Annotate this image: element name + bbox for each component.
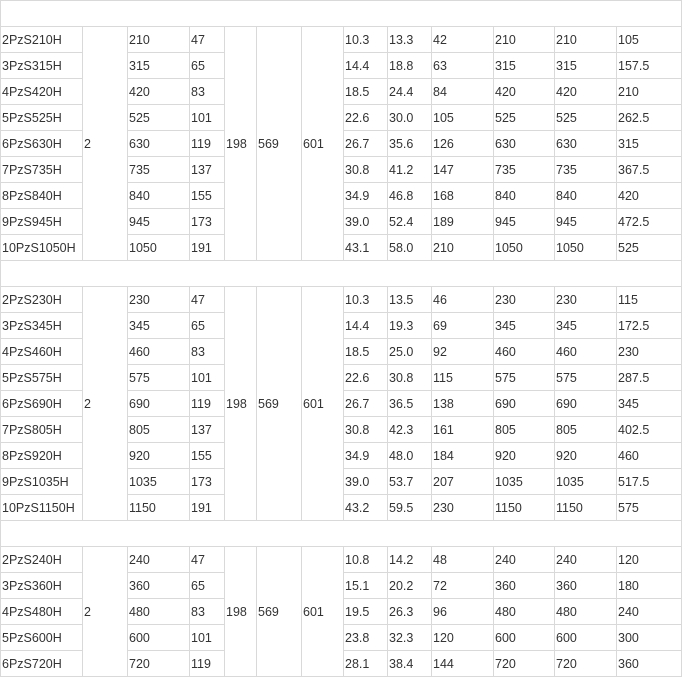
- value-cell: 35.6: [388, 131, 432, 157]
- value-cell: 575: [555, 365, 617, 391]
- value-cell: 69: [432, 313, 494, 339]
- value-cell: 138: [432, 391, 494, 417]
- model-cell: 7PzS735H: [1, 157, 83, 183]
- value-cell: 1035: [494, 469, 555, 495]
- weight-cell: 65: [190, 53, 225, 79]
- weight-cell: 83: [190, 339, 225, 365]
- value-cell: 230: [494, 287, 555, 313]
- value-cell: 19.5: [344, 599, 388, 625]
- value-cell: 39.0: [344, 469, 388, 495]
- value-cell: 420: [555, 79, 617, 105]
- model-cell: 3PzS315H: [1, 53, 83, 79]
- value-cell: 22.6: [344, 365, 388, 391]
- value-cell: 41.2: [388, 157, 432, 183]
- value-cell: 24.4: [388, 79, 432, 105]
- value-cell: 472.5: [617, 209, 682, 235]
- capacity-cell: 230: [128, 287, 190, 313]
- cell-count-cell: 2: [83, 547, 128, 677]
- value-cell: 144: [432, 651, 494, 677]
- value-cell: 10.3: [344, 287, 388, 313]
- model-cell: 4PzS420H: [1, 79, 83, 105]
- model-cell: 5PzS525H: [1, 105, 83, 131]
- value-cell: 46.8: [388, 183, 432, 209]
- value-cell: 18.5: [344, 79, 388, 105]
- weight-cell: 137: [190, 157, 225, 183]
- value-cell: 13.5: [388, 287, 432, 313]
- height-cell: 601: [302, 547, 344, 677]
- value-cell: 184: [432, 443, 494, 469]
- value-cell: 720: [494, 651, 555, 677]
- value-cell: 30.8: [388, 365, 432, 391]
- separator-cell: [1, 1, 682, 27]
- value-cell: 14.4: [344, 53, 388, 79]
- value-cell: 525: [555, 105, 617, 131]
- value-cell: 360: [617, 651, 682, 677]
- value-cell: 126: [432, 131, 494, 157]
- weight-cell: 101: [190, 625, 225, 651]
- weight-cell: 101: [190, 105, 225, 131]
- weight-cell: 119: [190, 391, 225, 417]
- value-cell: 10.3: [344, 27, 388, 53]
- value-cell: 345: [555, 313, 617, 339]
- value-cell: 690: [494, 391, 555, 417]
- model-cell: 5PzS575H: [1, 365, 83, 391]
- value-cell: 147: [432, 157, 494, 183]
- model-cell: 10PzS1050H: [1, 235, 83, 261]
- value-cell: 14.4: [344, 313, 388, 339]
- value-cell: 46: [432, 287, 494, 313]
- value-cell: 52.4: [388, 209, 432, 235]
- weight-cell: 47: [190, 547, 225, 573]
- value-cell: 600: [494, 625, 555, 651]
- capacity-cell: 210: [128, 27, 190, 53]
- value-cell: 13.3: [388, 27, 432, 53]
- weight-cell: 137: [190, 417, 225, 443]
- value-cell: 180: [617, 573, 682, 599]
- value-cell: 189: [432, 209, 494, 235]
- capacity-cell: 360: [128, 573, 190, 599]
- value-cell: 367.5: [617, 157, 682, 183]
- weight-cell: 119: [190, 131, 225, 157]
- model-cell: 9PzS945H: [1, 209, 83, 235]
- value-cell: 34.9: [344, 183, 388, 209]
- value-cell: 600: [555, 625, 617, 651]
- value-cell: 1050: [494, 235, 555, 261]
- value-cell: 945: [494, 209, 555, 235]
- value-cell: 105: [617, 27, 682, 53]
- value-cell: 210: [617, 79, 682, 105]
- model-cell: 5PzS600H: [1, 625, 83, 651]
- value-cell: 168: [432, 183, 494, 209]
- model-cell: 2PzS230H: [1, 287, 83, 313]
- value-cell: 42: [432, 27, 494, 53]
- value-cell: 517.5: [617, 469, 682, 495]
- value-cell: 575: [494, 365, 555, 391]
- value-cell: 34.9: [344, 443, 388, 469]
- weight-cell: 173: [190, 469, 225, 495]
- value-cell: 240: [494, 547, 555, 573]
- value-cell: 59.5: [388, 495, 432, 521]
- value-cell: 210: [432, 235, 494, 261]
- value-cell: 1150: [555, 495, 617, 521]
- value-cell: 230: [555, 287, 617, 313]
- value-cell: 26.7: [344, 391, 388, 417]
- model-cell: 8PzS920H: [1, 443, 83, 469]
- value-cell: 460: [555, 339, 617, 365]
- model-cell: 3PzS360H: [1, 573, 83, 599]
- value-cell: 690: [555, 391, 617, 417]
- value-cell: 48: [432, 547, 494, 573]
- cell-count-cell: 2: [83, 27, 128, 261]
- value-cell: 72: [432, 573, 494, 599]
- weight-cell: 83: [190, 599, 225, 625]
- weight-cell: 47: [190, 287, 225, 313]
- value-cell: 240: [555, 547, 617, 573]
- capacity-cell: 1050: [128, 235, 190, 261]
- model-cell: 10PzS1150H: [1, 495, 83, 521]
- value-cell: 805: [494, 417, 555, 443]
- table-body: [1, 1, 682, 677]
- capacity-cell: 720: [128, 651, 190, 677]
- group-separator-row: [1, 1, 682, 27]
- group-separator-row: [1, 521, 682, 547]
- capacity-cell: 315: [128, 53, 190, 79]
- value-cell: 63: [432, 53, 494, 79]
- value-cell: 120: [432, 625, 494, 651]
- value-cell: 14.2: [388, 547, 432, 573]
- model-cell: 6PzS630H: [1, 131, 83, 157]
- value-cell: 25.0: [388, 339, 432, 365]
- capacity-cell: 240: [128, 547, 190, 573]
- value-cell: 43.1: [344, 235, 388, 261]
- value-cell: 240: [617, 599, 682, 625]
- capacity-cell: 525: [128, 105, 190, 131]
- value-cell: 735: [494, 157, 555, 183]
- length-cell: 198: [225, 547, 257, 677]
- weight-cell: 155: [190, 183, 225, 209]
- table-row: [1, 27, 682, 53]
- value-cell: 525: [494, 105, 555, 131]
- weight-cell: 173: [190, 209, 225, 235]
- value-cell: 210: [494, 27, 555, 53]
- model-cell: 4PzS480H: [1, 599, 83, 625]
- capacity-cell: 600: [128, 625, 190, 651]
- value-cell: 157.5: [617, 53, 682, 79]
- model-cell: 8PzS840H: [1, 183, 83, 209]
- width-cell: 569: [257, 287, 302, 521]
- value-cell: 402.5: [617, 417, 682, 443]
- value-cell: 115: [432, 365, 494, 391]
- capacity-cell: 630: [128, 131, 190, 157]
- value-cell: 42.3: [388, 417, 432, 443]
- value-cell: 1050: [555, 235, 617, 261]
- value-cell: 26.3: [388, 599, 432, 625]
- capacity-cell: 1035: [128, 469, 190, 495]
- value-cell: 230: [617, 339, 682, 365]
- value-cell: 120: [617, 547, 682, 573]
- value-cell: 360: [494, 573, 555, 599]
- capacity-cell: 690: [128, 391, 190, 417]
- capacity-cell: 480: [128, 599, 190, 625]
- value-cell: 920: [494, 443, 555, 469]
- value-cell: 39.0: [344, 209, 388, 235]
- value-cell: 420: [617, 183, 682, 209]
- value-cell: 262.5: [617, 105, 682, 131]
- separator-cell: [1, 261, 682, 287]
- value-cell: 210: [555, 27, 617, 53]
- value-cell: 480: [494, 599, 555, 625]
- value-cell: 230: [432, 495, 494, 521]
- value-cell: 345: [617, 391, 682, 417]
- value-cell: 38.4: [388, 651, 432, 677]
- value-cell: 22.6: [344, 105, 388, 131]
- value-cell: 920: [555, 443, 617, 469]
- capacity-cell: 920: [128, 443, 190, 469]
- capacity-cell: 460: [128, 339, 190, 365]
- capacity-cell: 840: [128, 183, 190, 209]
- model-cell: 7PzS805H: [1, 417, 83, 443]
- value-cell: 30.8: [344, 417, 388, 443]
- model-cell: 2PzS210H: [1, 27, 83, 53]
- weight-cell: 83: [190, 79, 225, 105]
- value-cell: 10.8: [344, 547, 388, 573]
- width-cell: 569: [257, 27, 302, 261]
- value-cell: 23.8: [344, 625, 388, 651]
- value-cell: 805: [555, 417, 617, 443]
- separator-cell: [1, 521, 682, 547]
- model-cell: 3PzS345H: [1, 313, 83, 339]
- weight-cell: 101: [190, 365, 225, 391]
- value-cell: 480: [555, 599, 617, 625]
- value-cell: 207: [432, 469, 494, 495]
- value-cell: 630: [494, 131, 555, 157]
- value-cell: 360: [555, 573, 617, 599]
- value-cell: 300: [617, 625, 682, 651]
- group-separator-row: [1, 261, 682, 287]
- value-cell: 840: [555, 183, 617, 209]
- value-cell: 345: [494, 313, 555, 339]
- value-cell: 48.0: [388, 443, 432, 469]
- model-cell: 6PzS690H: [1, 391, 83, 417]
- value-cell: 18.5: [344, 339, 388, 365]
- value-cell: 720: [555, 651, 617, 677]
- value-cell: 36.5: [388, 391, 432, 417]
- value-cell: 92: [432, 339, 494, 365]
- value-cell: 735: [555, 157, 617, 183]
- value-cell: 15.1: [344, 573, 388, 599]
- model-cell: 2PzS240H: [1, 547, 83, 573]
- value-cell: 1150: [494, 495, 555, 521]
- value-cell: 32.3: [388, 625, 432, 651]
- weight-cell: 65: [190, 573, 225, 599]
- value-cell: 315: [555, 53, 617, 79]
- value-cell: 315: [494, 53, 555, 79]
- length-cell: 198: [225, 27, 257, 261]
- value-cell: 460: [617, 443, 682, 469]
- value-cell: 84: [432, 79, 494, 105]
- value-cell: 28.1: [344, 651, 388, 677]
- value-cell: 630: [555, 131, 617, 157]
- weight-cell: 119: [190, 651, 225, 677]
- length-cell: 198: [225, 287, 257, 521]
- value-cell: 105: [432, 105, 494, 131]
- weight-cell: 65: [190, 313, 225, 339]
- cell-count-cell: 2: [83, 287, 128, 521]
- table-row: [1, 287, 682, 313]
- capacity-cell: 575: [128, 365, 190, 391]
- capacity-cell: 805: [128, 417, 190, 443]
- value-cell: 19.3: [388, 313, 432, 339]
- table-row: [1, 547, 682, 573]
- capacity-cell: 345: [128, 313, 190, 339]
- value-cell: 43.2: [344, 495, 388, 521]
- value-cell: 945: [555, 209, 617, 235]
- value-cell: 575: [617, 495, 682, 521]
- weight-cell: 47: [190, 27, 225, 53]
- value-cell: 96: [432, 599, 494, 625]
- value-cell: 20.2: [388, 573, 432, 599]
- weight-cell: 155: [190, 443, 225, 469]
- value-cell: 840: [494, 183, 555, 209]
- model-cell: 4PzS460H: [1, 339, 83, 365]
- value-cell: 315: [617, 131, 682, 157]
- value-cell: 30.8: [344, 157, 388, 183]
- value-cell: 287.5: [617, 365, 682, 391]
- value-cell: 460: [494, 339, 555, 365]
- value-cell: 161: [432, 417, 494, 443]
- value-cell: 58.0: [388, 235, 432, 261]
- weight-cell: 191: [190, 235, 225, 261]
- width-cell: 569: [257, 547, 302, 677]
- value-cell: 26.7: [344, 131, 388, 157]
- value-cell: 115: [617, 287, 682, 313]
- capacity-cell: 945: [128, 209, 190, 235]
- value-cell: 172.5: [617, 313, 682, 339]
- capacity-cell: 735: [128, 157, 190, 183]
- capacity-cell: 1150: [128, 495, 190, 521]
- value-cell: 420: [494, 79, 555, 105]
- capacity-cell: 420: [128, 79, 190, 105]
- value-cell: 18.8: [388, 53, 432, 79]
- weight-cell: 191: [190, 495, 225, 521]
- value-cell: 53.7: [388, 469, 432, 495]
- model-cell: 9PzS1035H: [1, 469, 83, 495]
- value-cell: 1035: [555, 469, 617, 495]
- model-cell: 6PzS720H: [1, 651, 83, 677]
- height-cell: 601: [302, 287, 344, 521]
- value-cell: 525: [617, 235, 682, 261]
- value-cell: 30.0: [388, 105, 432, 131]
- height-cell: 601: [302, 27, 344, 261]
